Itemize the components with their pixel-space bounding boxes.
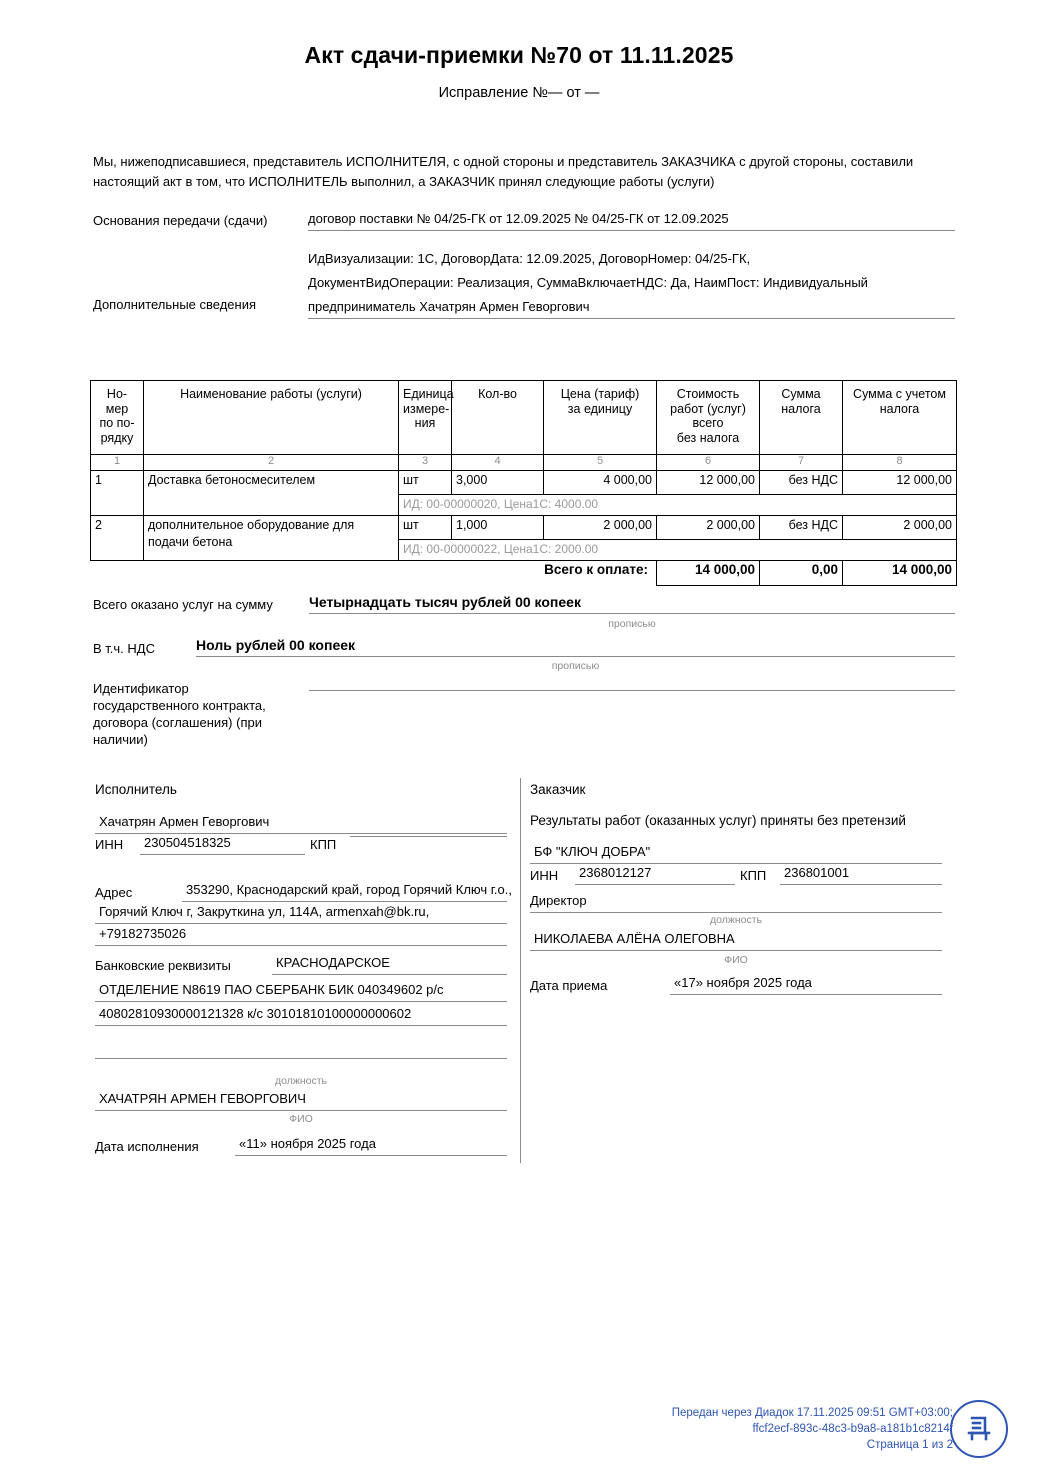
signature-divider — [520, 778, 521, 1163]
stamp-line-1: Передан через Диадок 17.11.2025 09:51 GMT+03:00; — [671, 1407, 953, 1419]
performer-bank-label: Банковские реквизиты — [95, 958, 231, 973]
stamp-line-3: Страница 1 из 2 — [866, 1439, 953, 1451]
stamp-line-2: ffcf2ecf-893c-48c3-b9a8-a181b1c8214f — [752, 1423, 953, 1435]
th-cost: Стоимость работ (услуг) всего без налога — [657, 381, 760, 455]
performer-inn-value: 230504518325 — [140, 834, 305, 855]
customer-inn-label: ИНН — [530, 868, 559, 883]
table-total-row — [91, 561, 957, 586]
cell-quantity: 3,000 — [452, 471, 544, 495]
cell-id-note: ИД: 00-00000022, Цена1С: 2000.00 — [399, 540, 957, 561]
vat-words-value: Ноль рублей 00 копеек — [196, 636, 955, 657]
cell-number: 2 — [91, 516, 144, 561]
contract-id-label-4: наличии) — [93, 732, 148, 747]
cell-tax: без НДС — [760, 471, 843, 495]
colnum-7: 7 — [760, 455, 843, 471]
th-tax: Сумма налога — [760, 381, 843, 455]
performer-heading: Исполнитель — [95, 782, 177, 797]
cell-price: 4 000,00 — [544, 471, 657, 495]
performer-bank-line-2: ОТДЕЛЕНИЕ N8619 ПАО СБЕРБАНК БИК 040349602 р/с — [95, 981, 507, 1002]
performer-date-label: Дата исполнения — [95, 1139, 199, 1154]
customer-fio: НИКОЛАЕВА АЛЁНА ОЛЕГОВНА — [530, 930, 942, 951]
page-title: Акт сдачи-приемки №70 от 11.11.2025 — [304, 42, 734, 68]
performer-address-line-3: +79182735026 — [95, 925, 507, 946]
caption-propisyu-vat: прописью — [551, 660, 600, 672]
caption-customer-position: должность — [709, 914, 763, 926]
performer-address-line-1: 353290, Краснодарский край, город Горячий Ключ г.о., — [182, 881, 507, 902]
colnum-3: 3 — [399, 455, 452, 471]
colnum-1: 1 — [91, 455, 144, 471]
colnum-6: 6 — [657, 455, 760, 471]
correction-subtitle: Исправление №— от — — [438, 85, 600, 101]
contract-id-label-2: государственного контракта, — [93, 698, 266, 713]
contract-id-label-1: Идентификатор — [93, 681, 189, 696]
extra-info-label: Дополнительные сведения — [93, 297, 257, 312]
basis-label: Основания передачи (сдачи) — [93, 213, 268, 228]
th-total: Сумма с учетом налога — [843, 381, 957, 455]
th-number: Но- мер по по- рядку — [91, 381, 144, 455]
cell-name: дополнительное оборудование для подачи бетона — [144, 516, 399, 561]
customer-position: Директор — [530, 892, 942, 913]
performer-inn-label: ИНН — [95, 837, 124, 852]
cell-number: 1 — [91, 471, 144, 516]
customer-inn-value: 2368012127 — [575, 864, 735, 885]
performer-date-value: «11» ноября 2025 года — [235, 1135, 507, 1156]
total-label: Всего к оплате: — [544, 562, 648, 577]
total-cost: 14 000,00 — [657, 561, 760, 586]
total-sum: 14 000,00 — [843, 561, 957, 586]
cell-quantity: 1,000 — [452, 516, 544, 540]
customer-name: БФ "КЛЮЧ ДОБРА" — [530, 843, 942, 864]
caption-performer-fio: ФИО — [289, 1113, 313, 1125]
works-table — [90, 380, 957, 586]
th-name: Наименование работы (услуги) — [144, 381, 399, 455]
total-words-value: Четырнадцать тысяч рублей 00 копеек — [309, 593, 955, 614]
vat-words-label: В т.ч. НДС — [93, 641, 155, 656]
performer-bank-line-3: 40802810930000121328 к/с 30101810100000000602 — [95, 1005, 507, 1026]
performer-kpp-label: КПП — [310, 837, 337, 852]
diadoc-stamp-text — [633, 1405, 953, 1453]
customer-kpp-value: 236801001 — [780, 864, 942, 885]
extra-info-line-2: ДокументВидОперации: Реализация, СуммаВключаетНДС: Да, НаимПост: Индивидуальный — [308, 275, 868, 290]
cell-total: 2 000,00 — [843, 516, 957, 540]
cell-cost: 12 000,00 — [657, 471, 760, 495]
performer-name: Хачатрян Армен Геворгович — [95, 813, 507, 834]
performer-address-line-2: Горячий Ключ г, Закруткина ул, 114А, armenxah@bk.ru, — [95, 903, 507, 924]
total-tax: 0,00 — [760, 561, 843, 586]
th-price: Цена (тариф) за единицу — [544, 381, 657, 455]
customer-date-value: «17» ноября 2025 года — [670, 974, 942, 995]
performer-address-label: Адрес — [95, 885, 133, 900]
table-row — [91, 516, 957, 540]
customer-date-label: Дата приема — [530, 978, 608, 993]
colnum-2: 2 — [144, 455, 399, 471]
performer-fio: ХАЧАТРЯН АРМЕН ГЕВОРГОВИЧ — [95, 1090, 507, 1111]
performer-kpp-value — [350, 834, 507, 837]
table-header-row — [91, 381, 957, 455]
th-quantity: Кол-во — [452, 381, 544, 455]
caption-customer-fio: ФИО — [724, 954, 748, 966]
colnum-4: 4 — [452, 455, 544, 471]
colnum-8: 8 — [843, 455, 957, 471]
customer-accepted-text: Результаты работ (оказанных услуг) приняты без претензий — [530, 813, 906, 828]
cell-unit: шт — [399, 516, 452, 540]
extra-info-line-3: предприниматель Хачатрян Армен Геворгович — [308, 298, 955, 319]
caption-propisyu-total: прописью — [608, 618, 656, 630]
contract-id-label-3: договора (соглашения) (при — [93, 715, 262, 730]
customer-heading: Заказчик — [530, 782, 586, 797]
table-row — [91, 471, 957, 495]
cell-id-note: ИД: 00-00000020, Цена1С: 4000.00 — [399, 495, 957, 516]
contract-id-value — [309, 673, 955, 691]
table-colnum-row — [91, 455, 957, 471]
cell-name: Доставка бетоносмесителем — [144, 471, 399, 516]
cell-total: 12 000,00 — [843, 471, 957, 495]
extra-info-line-1: ИдВизуализации: 1С, ДоговорДата: 12.09.2025, ДоговорНомер: 04/25-ГК, — [308, 251, 751, 266]
colnum-5: 5 — [544, 455, 657, 471]
cell-tax: без НДС — [760, 516, 843, 540]
caption-performer-position: должность — [274, 1075, 328, 1087]
intro-paragraph: Мы, нижеподписавшиеся, представитель ИСПОЛНИТЕЛЯ, с одной стороны и представитель ЗАКАЗЧИКА с другой стороны, составили настоящий акт в том, что ИСПОЛНИТЕЛЬ выполнил, а ЗАКАЗЧИК принял следующие работы (услуги) — [93, 154, 914, 189]
basis-value: договор поставки № 04/25-ГК от 12.09.2025 № 04/25-ГК от 12.09.2025 — [308, 210, 955, 231]
total-words-label: Всего оказано услуг на сумму — [93, 597, 273, 612]
customer-kpp-label: КПП — [740, 868, 767, 883]
diadoc-logo-icon — [950, 1400, 1008, 1458]
performer-bank-line-1: КРАСНОДАРСКОЕ — [272, 954, 507, 975]
cell-cost: 2 000,00 — [657, 516, 760, 540]
performer-position — [95, 1056, 507, 1059]
cell-price: 2 000,00 — [544, 516, 657, 540]
cell-unit: шт — [399, 471, 452, 495]
th-unit: Единица измере- ния — [399, 381, 452, 455]
